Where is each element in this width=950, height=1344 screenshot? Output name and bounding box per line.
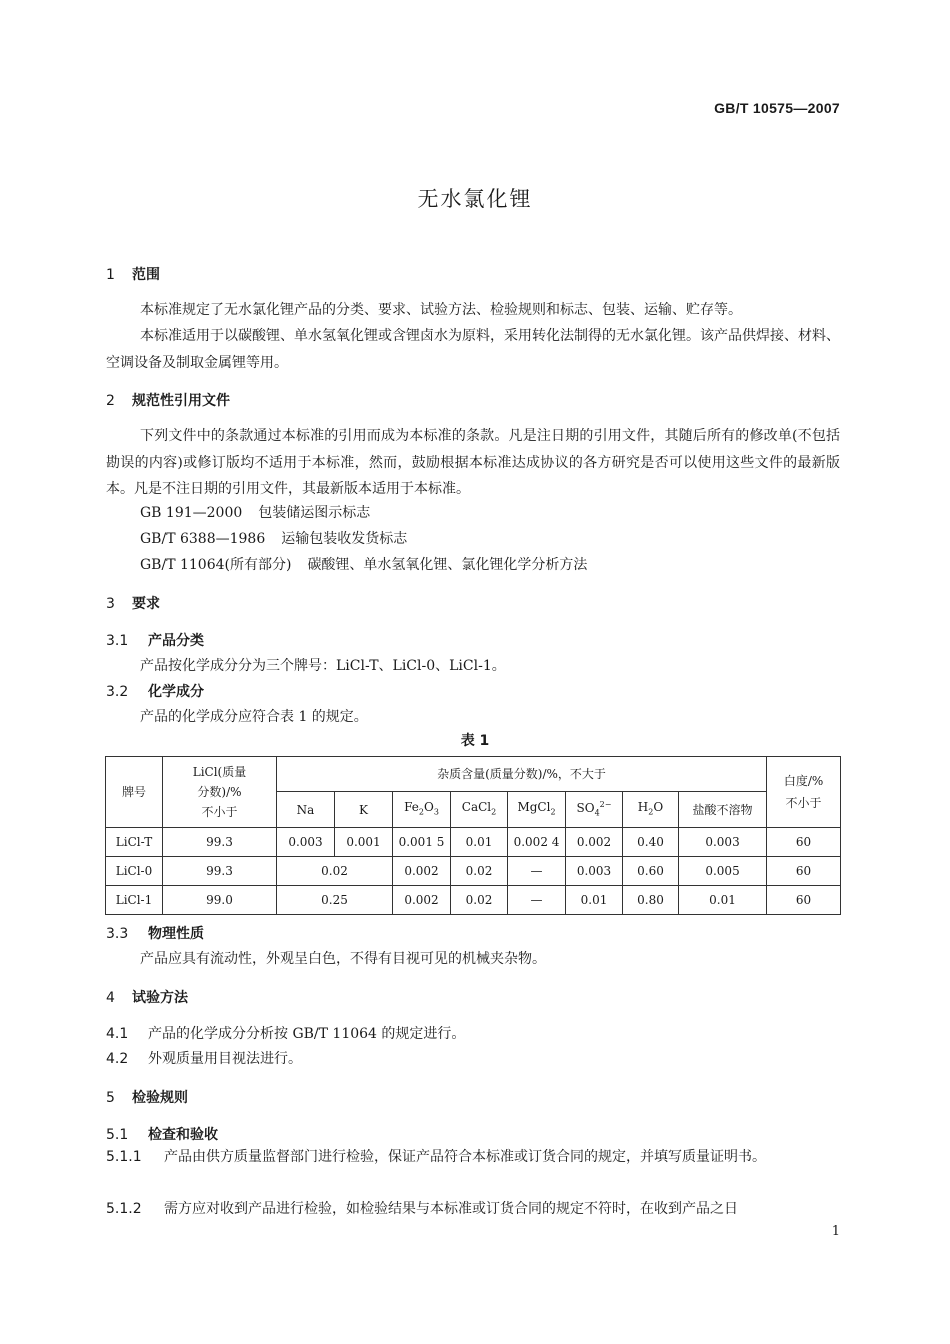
reference-code: GB 191—2000 xyxy=(140,505,243,521)
col-header-insoluble: 盐酸不溶物 xyxy=(679,792,767,828)
col-header-cacl2: CaCl$_2$ xyxy=(451,792,508,828)
subsection-3-1-heading xyxy=(106,630,204,650)
cell-fe2o3: 0.002 xyxy=(393,857,451,886)
cell-mgcl2: — xyxy=(508,886,566,915)
item-number: 5.1.1 xyxy=(106,1149,142,1165)
cell-grade: LiCl-T xyxy=(106,828,163,857)
cell-fe2o3: 0.001 5 xyxy=(393,828,451,857)
section-number: 1 xyxy=(106,267,115,283)
item-5-1-1 xyxy=(106,1144,840,1171)
reference-title: 运输包装收发货标志 xyxy=(281,531,408,547)
cell-h2o: 0.40 xyxy=(623,828,679,857)
whiteness-note: 不小于 xyxy=(785,796,822,810)
cell-insoluble: 0.005 xyxy=(679,857,767,886)
cell-whiteness: 60 xyxy=(767,857,841,886)
section-title: 范围 xyxy=(132,267,160,283)
section-1-heading xyxy=(106,264,160,284)
reference-item xyxy=(140,554,587,574)
section-3-heading xyxy=(106,593,160,613)
cell-k: 0.001 xyxy=(335,828,393,857)
cell-licl: 99.3 xyxy=(163,828,277,857)
subsection-title: 产品分类 xyxy=(148,633,204,649)
cell-h2o: 0.80 xyxy=(623,886,679,915)
chemical-composition-table xyxy=(105,756,841,915)
table-row xyxy=(106,886,841,915)
item-text: 外观质量用目视法进行。 xyxy=(148,1051,302,1067)
subsection-number: 3.1 xyxy=(106,633,129,649)
subsection-title: 物理性质 xyxy=(148,926,204,942)
table-row xyxy=(106,857,841,886)
section-4-heading xyxy=(106,987,188,1007)
reference-item xyxy=(140,528,407,548)
cell-licl: 99.0 xyxy=(163,886,277,915)
cell-cacl2: 0.02 xyxy=(451,886,508,915)
licl-label: LiCl(质量分数)/% xyxy=(192,765,247,799)
section-title: 检验规则 xyxy=(132,1090,188,1106)
item-4-2 xyxy=(106,1048,302,1068)
col-header-impurity: 杂质含量(质量分数)/%，不大于 xyxy=(277,757,767,792)
subsection-number: 3.2 xyxy=(106,684,129,700)
col-header-na: Na xyxy=(277,792,335,828)
section-2-para-1: 下列文件中的条款通过本标准的引用而成为本标准的条款。凡是注日期的引用文件，其随后所有的修改单(不包括勘误的内容)或修订版均不适用于本标准，然而，鼓励根据本标准达成协议的各方研究是否可以使用这些文件的最新版本。凡是不注日期的引用文件，其最新版本适用于本标准。 xyxy=(106,428,840,497)
cell-na-k: 0.02 xyxy=(277,857,393,886)
section-title: 规范性引用文件 xyxy=(132,393,230,409)
cell-so4: 0.002 xyxy=(566,828,623,857)
section-number: 3 xyxy=(106,596,115,612)
section-number: 2 xyxy=(106,393,115,409)
subsection-number: 5.1 xyxy=(106,1127,129,1143)
item-number: 5.1.2 xyxy=(106,1201,142,1217)
cell-insoluble: 0.01 xyxy=(679,886,767,915)
section-2-heading xyxy=(106,390,230,410)
standard-code: GB/T 10575—2007 xyxy=(714,100,840,116)
reference-item xyxy=(140,502,370,522)
subsection-5-1-heading xyxy=(106,1124,218,1144)
item-5-1-2 xyxy=(106,1196,840,1223)
subsection-3-3-text: 产品应具有流动性，外观呈白色，不得有目视可见的机械夹杂物。 xyxy=(140,951,546,967)
cell-so4: 0.01 xyxy=(566,886,623,915)
section-title: 试验方法 xyxy=(132,990,188,1006)
section-5-heading xyxy=(106,1087,188,1107)
cell-na: 0.003 xyxy=(277,828,335,857)
col-header-fe2o3: $Fe_2O_3$ xyxy=(393,792,451,828)
cell-whiteness: 60 xyxy=(767,828,841,857)
section-number: 4 xyxy=(106,990,115,1006)
licl-note: 不小于 xyxy=(201,805,238,819)
section-1-para-2: 本标准适用于以碳酸锂、单水氢氧化锂或含锂卤水为原料，采用转化法制得的无水氯化锂。该产品供焊接、材料、空调设备及制取金属锂等用。 xyxy=(106,328,840,371)
cell-whiteness: 60 xyxy=(767,886,841,915)
cell-licl: 99.3 xyxy=(163,857,277,886)
item-number: 4.1 xyxy=(106,1026,129,1042)
subsection-title: 检查和验收 xyxy=(148,1127,218,1143)
cell-cacl2: 0.02 xyxy=(451,857,508,886)
reference-code: GB/T 11064(所有部分) xyxy=(140,557,292,573)
item-4-1 xyxy=(106,1023,465,1043)
section-number: 5 xyxy=(106,1090,115,1106)
cell-mgcl2: — xyxy=(508,857,566,886)
section-title: 要求 xyxy=(132,596,160,612)
item-text: 产品的化学成分分析按 GB/T 11064 的规定进行。 xyxy=(148,1026,466,1042)
subsection-title: 化学成分 xyxy=(148,684,204,700)
subsection-3-3-heading xyxy=(106,923,204,943)
cell-na-k: 0.25 xyxy=(277,886,393,915)
item-number: 4.2 xyxy=(106,1051,129,1067)
subsection-3-1-text: 产品按化学成分分为三个牌号：LiCl-T、LiCl-0、LiCl-1。 xyxy=(140,658,506,674)
col-header-licl xyxy=(163,757,277,828)
subsection-3-2-heading xyxy=(106,681,204,701)
cell-fe2o3: 0.002 xyxy=(393,886,451,915)
cell-grade: LiCl-1 xyxy=(106,886,163,915)
table-row xyxy=(106,828,841,857)
col-header-so4: $SO_4^{2-}$ xyxy=(566,792,623,828)
whiteness-label: 白度/% xyxy=(783,774,824,788)
col-header-h2o: $H_2O$ xyxy=(623,792,679,828)
item-text: 产品由供方质量监督部门进行检验，保证产品符合本标准或订货合同的规定，并填写质量证明书。 xyxy=(164,1149,766,1165)
reference-code: GB/T 6388—1986 xyxy=(140,531,266,547)
subsection-3-2-text: 产品的化学成分应符合表 1 的规定。 xyxy=(140,709,368,725)
page-number: 1 xyxy=(831,1224,840,1239)
subsection-number: 3.3 xyxy=(106,926,129,942)
cell-cacl2: 0.01 xyxy=(451,828,508,857)
reference-title: 包装储运图示标志 xyxy=(258,505,371,521)
cell-mgcl2: 0.002 4 xyxy=(508,828,566,857)
cell-grade: LiCl-0 xyxy=(106,857,163,886)
col-header-whiteness xyxy=(767,757,841,828)
section-1-para-1: 本标准规定了无水氯化锂产品的分类、要求、试验方法、检验规则和标志、包装、运输、贮存等。 xyxy=(140,302,742,318)
reference-title: 碳酸锂、单水氢氧化锂、氯化锂化学分析方法 xyxy=(307,557,588,573)
cell-so4: 0.003 xyxy=(566,857,623,886)
col-header-mgcl2: MgCl$_2$ xyxy=(508,792,566,828)
cell-insoluble: 0.003 xyxy=(679,828,767,857)
col-header-grade: 牌号 xyxy=(106,757,163,828)
document-title: 无水氯化锂 xyxy=(417,187,533,211)
table-caption: 表 1 xyxy=(460,733,490,749)
col-header-k: K xyxy=(335,792,393,828)
item-text: 需方应对收到产品进行检验，如检验结果与本标准或订货合同的规定不符时，在收到产品之日 xyxy=(164,1201,738,1217)
cell-h2o: 0.60 xyxy=(623,857,679,886)
